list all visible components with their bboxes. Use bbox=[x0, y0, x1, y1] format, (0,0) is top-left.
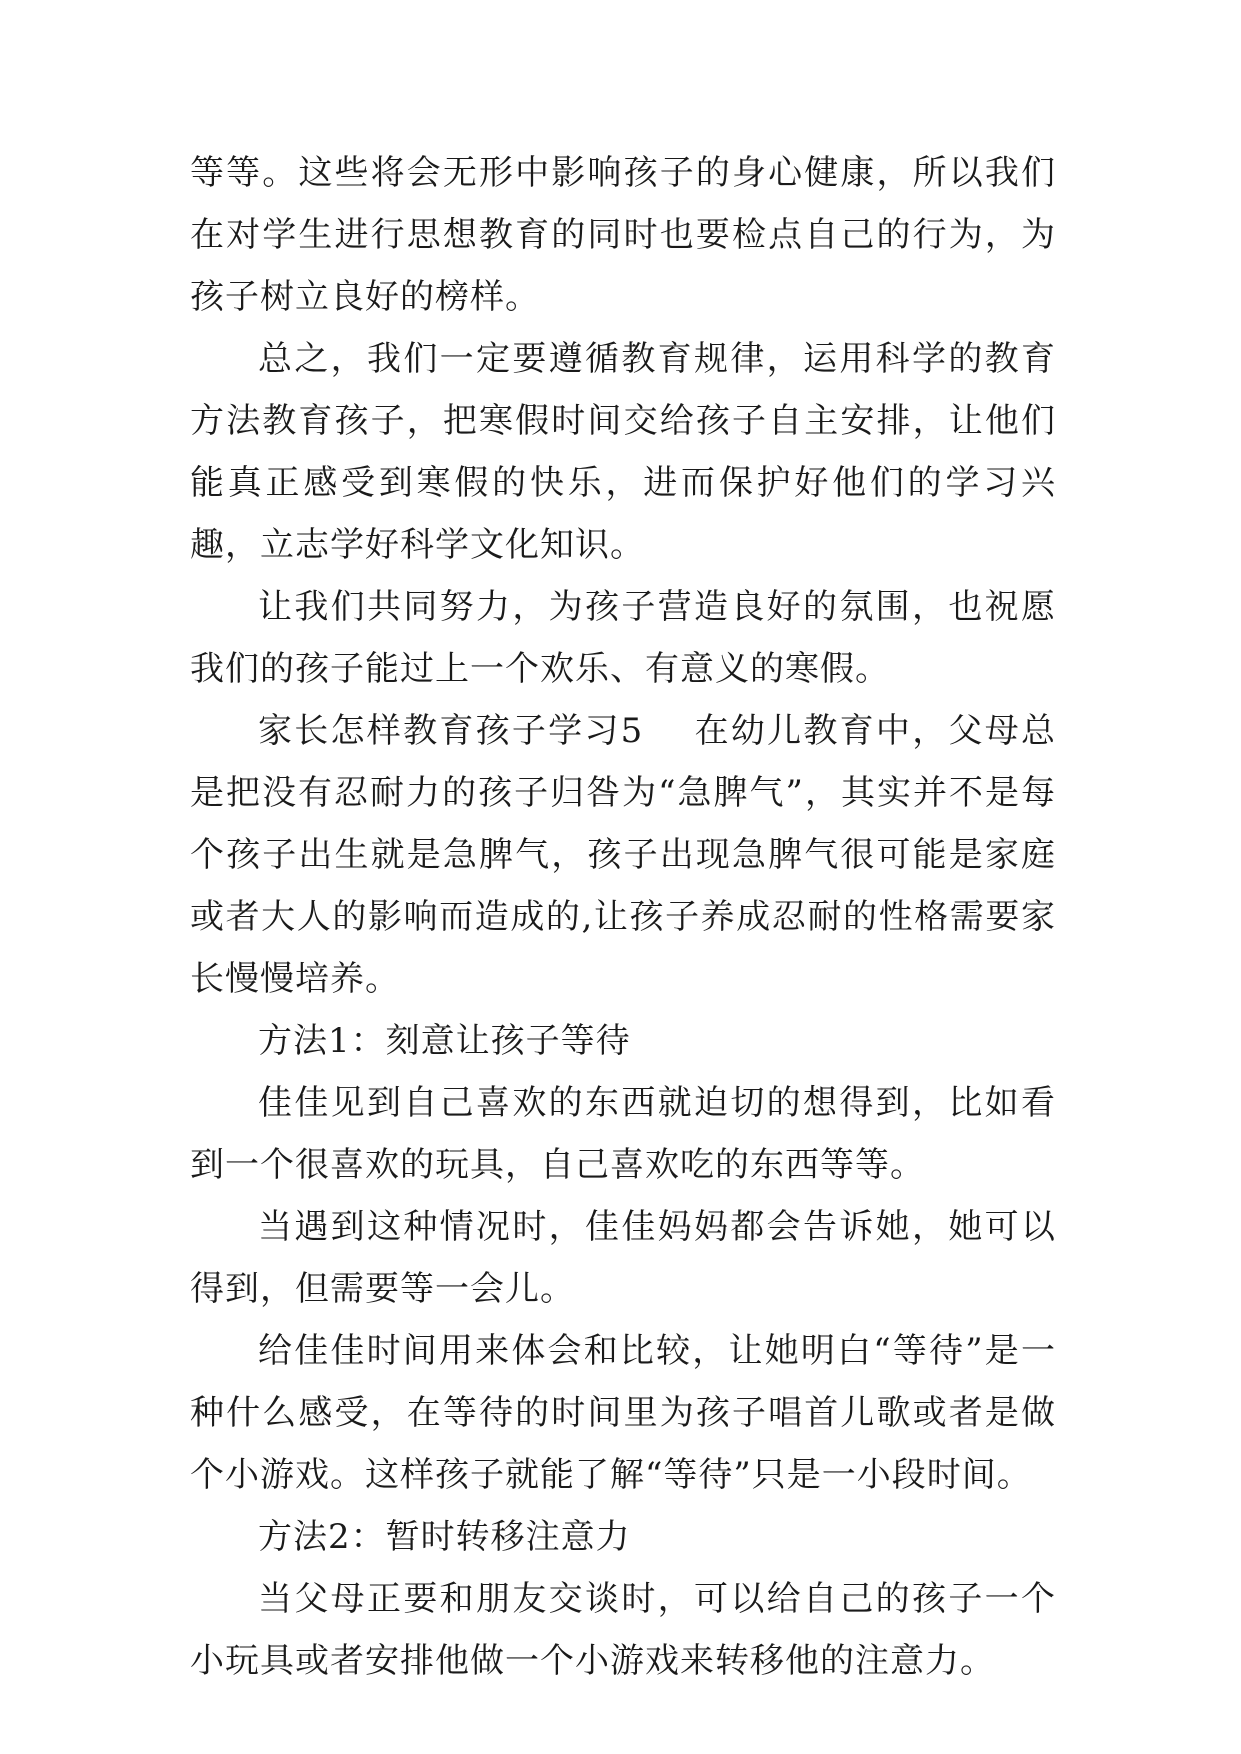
section-paragraph bbox=[190, 700, 1056, 1010]
method-2-title: 方法2：暂时转移注意力 bbox=[258, 1517, 631, 1557]
paragraph: 总之，我们一定要遵循教育规律，运用科学的教育方法教育孩子，把寒假时间交给孩子自主安排，让他们能真正感受到寒假的快乐，进而保护好他们的学习兴趣，立志学好科学文化知识。 bbox=[190, 339, 1056, 565]
method-1-title: 方法1：刻意让孩子等待 bbox=[258, 1021, 631, 1061]
paragraph: 当遇到这种情况时，佳佳妈妈都会告诉她，她可以得到，但需要等一会儿。 bbox=[190, 1207, 1056, 1309]
document-body bbox=[190, 142, 1056, 1692]
paragraph: 给佳佳时间用来体会和比较，让她明白“等待”是一种什么感受，在等待的时间里为孩子唱首儿歌或者是做个小游戏。这样孩子就能了解“等待”只是一小段时间。 bbox=[190, 1331, 1056, 1495]
paragraph: 等等。这些将会无形中影响孩子的身心健康，所以我们在对学生进行思想教育的同时也要检点自己的行为，为孩子树立良好的榜样。 bbox=[190, 153, 1056, 317]
section-heading: 家长怎样教育孩子学习5 bbox=[258, 711, 644, 751]
paragraph: 佳佳见到自己喜欢的东西就迫切的想得到，比如看到一个很喜欢的玩具，自己喜欢吃的东西等等。 bbox=[190, 1083, 1056, 1185]
section-intro: 在幼儿教育中，父母总是把没有忍耐力的孩子归咎为“急脾气”，其实并不是每个孩子出生就是急脾气，孩子出现急脾气很可能是家庭或者大人的影响而造成的,让孩子养成忍耐的性格需要家长慢慢培养。 bbox=[190, 711, 1056, 999]
paragraph: 让我们共同努力，为孩子营造良好的氛围，也祝愿我们的孩子能过上一个欢乐、有意义的寒假。 bbox=[190, 587, 1056, 689]
paragraph: 当父母正要和朋友交谈时，可以给自己的孩子一个小玩具或者安排他做一个小游戏来转移他的注意力。 bbox=[190, 1579, 1056, 1681]
